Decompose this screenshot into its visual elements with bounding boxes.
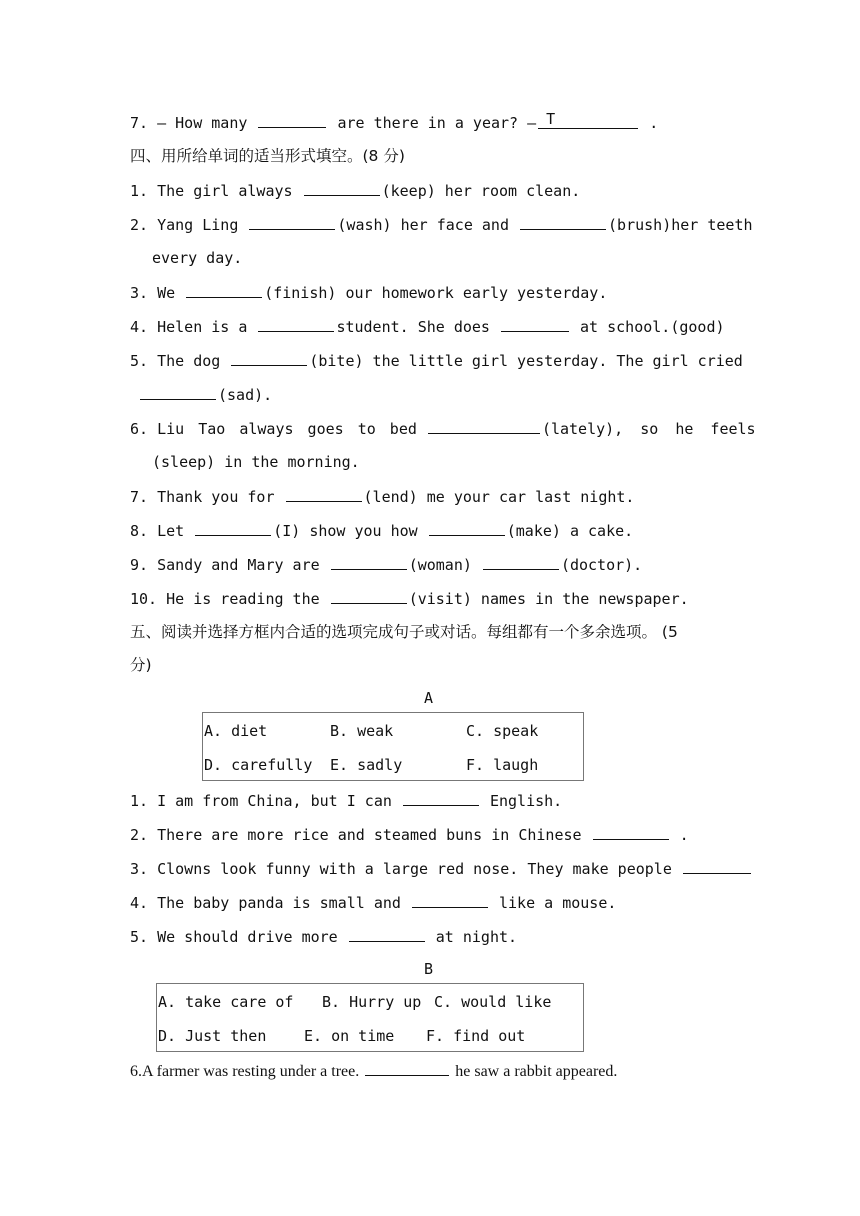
answer-blank[interactable]: T	[538, 113, 638, 129]
answer-blank[interactable]	[593, 824, 669, 840]
section-heading-continuation: 分)	[130, 656, 152, 674]
question-line: 3. We (finish) our homework early yesterday.	[130, 284, 608, 302]
question-line: 4. The baby panda is small and like a mouse.	[130, 894, 617, 912]
question-line: 2. There are more rice and steamed buns in Chinese .	[130, 826, 689, 844]
answer-blank[interactable]	[428, 418, 540, 434]
option-item: E. on time	[304, 1027, 395, 1045]
question-continuation: (sleep) in the morning.	[152, 453, 360, 471]
option-item: A. take care of	[158, 993, 294, 1011]
question-line: 9. Sandy and Mary are (woman) (doctor).	[130, 556, 643, 574]
answer-blank[interactable]	[286, 486, 362, 502]
option-item: B. weak	[330, 722, 394, 740]
answer-blank[interactable]	[304, 180, 380, 196]
option-item: A. diet	[204, 722, 268, 740]
question-line: 10. He is reading the (visit) names in the newspaper.	[130, 590, 689, 608]
answer-blank[interactable]	[683, 858, 751, 874]
answer-blank[interactable]	[331, 588, 407, 604]
option-item: F. laugh	[466, 756, 539, 774]
answer-blank[interactable]	[520, 214, 606, 230]
question-line: 2. Yang Ling (wash) her face and (brush)her teeth	[130, 216, 753, 234]
answer-blank[interactable]	[186, 282, 262, 298]
answer-blank[interactable]	[249, 214, 335, 230]
question-line: 5. The dog (bite) the little girl yesterday. The girl cried	[130, 352, 743, 370]
answer-blank[interactable]	[195, 520, 271, 536]
answer-blank[interactable]	[231, 350, 307, 366]
answer-blank[interactable]	[349, 926, 425, 942]
option-item: D. Just then	[158, 1027, 267, 1045]
answer-blank[interactable]	[331, 554, 407, 570]
question-line: 5. We should drive more at night.	[130, 928, 518, 946]
question-line: 6.A farmer was resting under a tree. he saw a rabbit appeared.	[130, 1060, 617, 1082]
question-line: 1. The girl always (keep) her room clean.	[130, 182, 581, 200]
answer-blank[interactable]	[365, 1060, 449, 1076]
question-number: 7.	[130, 114, 149, 132]
option-item: D. carefully	[204, 756, 313, 774]
answer-blank[interactable]	[429, 520, 505, 536]
group-label-a: A	[424, 689, 434, 707]
answer-blank[interactable]	[483, 554, 559, 570]
question-line: 4. Helen is a student. She does at school.(good)	[130, 318, 725, 336]
answer-blank[interactable]	[258, 112, 326, 128]
answer-blank[interactable]	[140, 384, 216, 400]
option-item: B. Hurry up	[322, 993, 422, 1011]
question-line: 7. — How many are there in a year? — T .	[130, 110, 659, 132]
option-item: C. would like	[434, 993, 552, 1011]
option-item: E. sadly	[330, 756, 403, 774]
answer-blank[interactable]	[403, 790, 479, 806]
answer-blank[interactable]	[258, 316, 334, 332]
option-item: C. speak	[466, 722, 539, 740]
answer-blank[interactable]	[501, 316, 569, 332]
answer-blank[interactable]	[412, 892, 488, 908]
section-heading: 五、阅读并选择方框内合适的选项完成句子或对话。每组都有一个多余选项。 (5	[130, 623, 678, 641]
group-label-b: B	[424, 960, 434, 978]
question-continuation: (sad).	[138, 384, 272, 405]
question-line: 8. Let (I) show you how (make) a cake.	[130, 522, 634, 540]
section-heading: 四、用所给单词的适当形式填空。(8 分)	[130, 147, 405, 165]
question-line: 7. Thank you for (lend) me your car last night.	[130, 488, 635, 506]
question-line: 6. Liu Tao always goes to bed (lately), so he feels	[130, 420, 756, 438]
question-line: 1. I am from China, but I can English.	[130, 792, 563, 810]
question-continuation: every day.	[152, 249, 243, 267]
question-line: 3. Clowns look funny with a large red nose. They make people	[130, 858, 753, 879]
option-item: F. find out	[426, 1027, 526, 1045]
